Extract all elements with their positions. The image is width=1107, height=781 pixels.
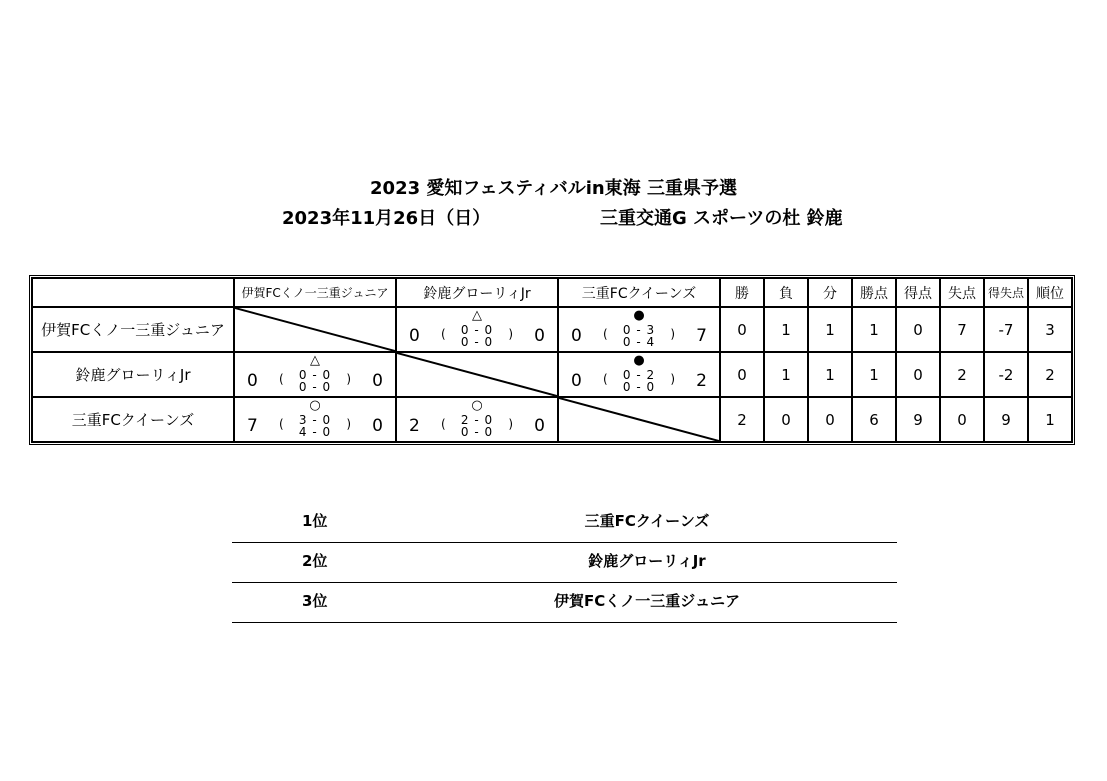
stat-points: 1: [852, 307, 896, 352]
ranking-team: 三重FCクイーンズ: [584, 512, 710, 530]
stat-goals-for: 0: [896, 352, 940, 397]
match-result-cell: [396, 397, 558, 442]
header-goals-for: 得点: [896, 278, 940, 307]
self-match-cell: [558, 397, 720, 442]
match-venue: 三重交通G スポーツの杜 鈴鹿: [600, 208, 843, 229]
ranking-position: 1位: [302, 512, 328, 530]
first-half-score: 0 - 3: [622, 323, 656, 337]
paren-close: ): [670, 372, 675, 386]
second-half-score: 0 - 4: [622, 335, 656, 349]
paren-close: ): [670, 327, 675, 341]
ranking-team: 伊賀FCくノ一三重ジュニア: [554, 592, 740, 610]
stat-wins: 0: [720, 307, 764, 352]
result-mark: △: [472, 308, 482, 323]
result-mark: ●: [633, 353, 645, 368]
paren-open: (: [279, 417, 284, 431]
goals-right: 7: [696, 326, 707, 346]
stat-losses: 1: [764, 352, 808, 397]
second-half-score: 4 - 0: [298, 425, 332, 439]
goals-left: 0: [571, 326, 582, 346]
diagonal-line: [559, 398, 719, 441]
goals-left: 0: [247, 371, 258, 391]
paren-open: (: [603, 372, 608, 386]
goals-right: 0: [372, 416, 383, 436]
table-header-row: [32, 278, 1072, 307]
result-mark: △: [310, 353, 320, 368]
score-box: [235, 353, 395, 396]
row-team-name: 鈴鹿グローリィJr: [32, 352, 234, 397]
stat-goal-diff: -7: [984, 307, 1028, 352]
stat-points: 6: [852, 397, 896, 442]
header-team-3: 三重FCクイーンズ: [558, 278, 720, 307]
stat-losses: 1: [764, 307, 808, 352]
result-mark: ●: [633, 308, 645, 323]
stat-goals-against: 7: [940, 307, 984, 352]
paren-close: ): [508, 327, 513, 341]
header-rank: 順位: [1028, 278, 1072, 307]
diagonal-line: [235, 308, 395, 351]
paren-close: ): [346, 417, 351, 431]
goals-right: 0: [534, 326, 545, 346]
header-losses: 負: [764, 278, 808, 307]
corner-cell: [32, 278, 234, 307]
paren-close: ): [508, 417, 513, 431]
page-title: 2023 愛知フェスティバルin東海 三重県予選: [370, 178, 737, 199]
stat-goals-against: 0: [940, 397, 984, 442]
goals-left: 2: [409, 416, 420, 436]
header-goal-diff: 得失点: [984, 278, 1028, 307]
ranking-position: 2位: [302, 552, 328, 570]
stat-draws: 0: [808, 397, 852, 442]
league-table: [29, 275, 1075, 445]
table-row: [32, 397, 1072, 442]
goals-right: 2: [696, 371, 707, 391]
stat-goal-diff: -2: [984, 352, 1028, 397]
ranking-position: 3位: [302, 592, 328, 610]
score-box: [397, 308, 557, 351]
ranking-row: [232, 544, 897, 583]
stat-goals-for: 0: [896, 307, 940, 352]
stat-points: 1: [852, 352, 896, 397]
second-half-score: 0 - 0: [460, 425, 494, 439]
header-draws: 分: [808, 278, 852, 307]
stat-wins: 2: [720, 397, 764, 442]
stat-wins: 0: [720, 352, 764, 397]
score-box: [559, 353, 719, 396]
stat-goals-against: 2: [940, 352, 984, 397]
header-points: 勝点: [852, 278, 896, 307]
ranking-team-wrap: [232, 510, 897, 531]
goals-left: 7: [247, 416, 258, 436]
score-box: [235, 398, 395, 441]
self-match-cell: [396, 352, 558, 397]
goals-right: 0: [534, 416, 545, 436]
match-result-cell: [558, 352, 720, 397]
paren-open: (: [279, 372, 284, 386]
header-team-1: 伊賀FCくノ一三重ジュニア: [234, 278, 396, 307]
goals-left: 0: [571, 371, 582, 391]
ranking-row: [232, 584, 897, 623]
score-box: [559, 308, 719, 351]
paren-close: ): [346, 372, 351, 386]
stat-goals-for: 9: [896, 397, 940, 442]
match-result-cell: [234, 352, 396, 397]
first-half-score: 0 - 2: [622, 368, 656, 382]
table-row: [32, 307, 1072, 352]
row-team-name: 三重FCクイーンズ: [32, 397, 234, 442]
second-half-score: 0 - 0: [298, 380, 332, 394]
first-half-score: 0 - 0: [298, 368, 332, 382]
goals-left: 0: [409, 326, 420, 346]
ranking-team-wrap: [232, 590, 897, 611]
diagonal-line: [397, 353, 557, 396]
match-date: 2023年11月26日（日）: [282, 208, 491, 229]
table-row: [32, 352, 1072, 397]
second-half-score: 0 - 0: [460, 335, 494, 349]
match-result-cell: [234, 397, 396, 442]
ranking-row: [232, 504, 897, 543]
score-box: [397, 398, 557, 441]
first-half-score: 2 - 0: [460, 413, 494, 427]
match-result-cell: [396, 307, 558, 352]
stat-rank: 1: [1028, 397, 1072, 442]
stat-draws: 1: [808, 307, 852, 352]
stat-goal-diff: 9: [984, 397, 1028, 442]
first-half-score: 0 - 0: [460, 323, 494, 337]
match-result-cell: [558, 307, 720, 352]
result-mark: ○: [309, 398, 321, 413]
stat-rank: 3: [1028, 307, 1072, 352]
header-team-2: 鈴鹿グローリィJr: [396, 278, 558, 307]
stat-losses: 0: [764, 397, 808, 442]
header-wins: 勝: [720, 278, 764, 307]
final-ranking: [232, 504, 897, 624]
ranking-team: 鈴鹿グローリィJr: [588, 552, 706, 570]
stat-draws: 1: [808, 352, 852, 397]
second-half-score: 0 - 0: [622, 380, 656, 394]
self-match-cell: [234, 307, 396, 352]
paren-open: (: [441, 417, 446, 431]
first-half-score: 3 - 0: [298, 413, 332, 427]
paren-open: (: [441, 327, 446, 341]
paren-open: (: [603, 327, 608, 341]
goals-right: 0: [372, 371, 383, 391]
result-mark: ○: [471, 398, 483, 413]
row-team-name: 伊賀FCくノ一三重ジュニア: [32, 307, 234, 352]
header-goals-against: 失点: [940, 278, 984, 307]
stat-rank: 2: [1028, 352, 1072, 397]
ranking-team-wrap: [232, 550, 897, 571]
